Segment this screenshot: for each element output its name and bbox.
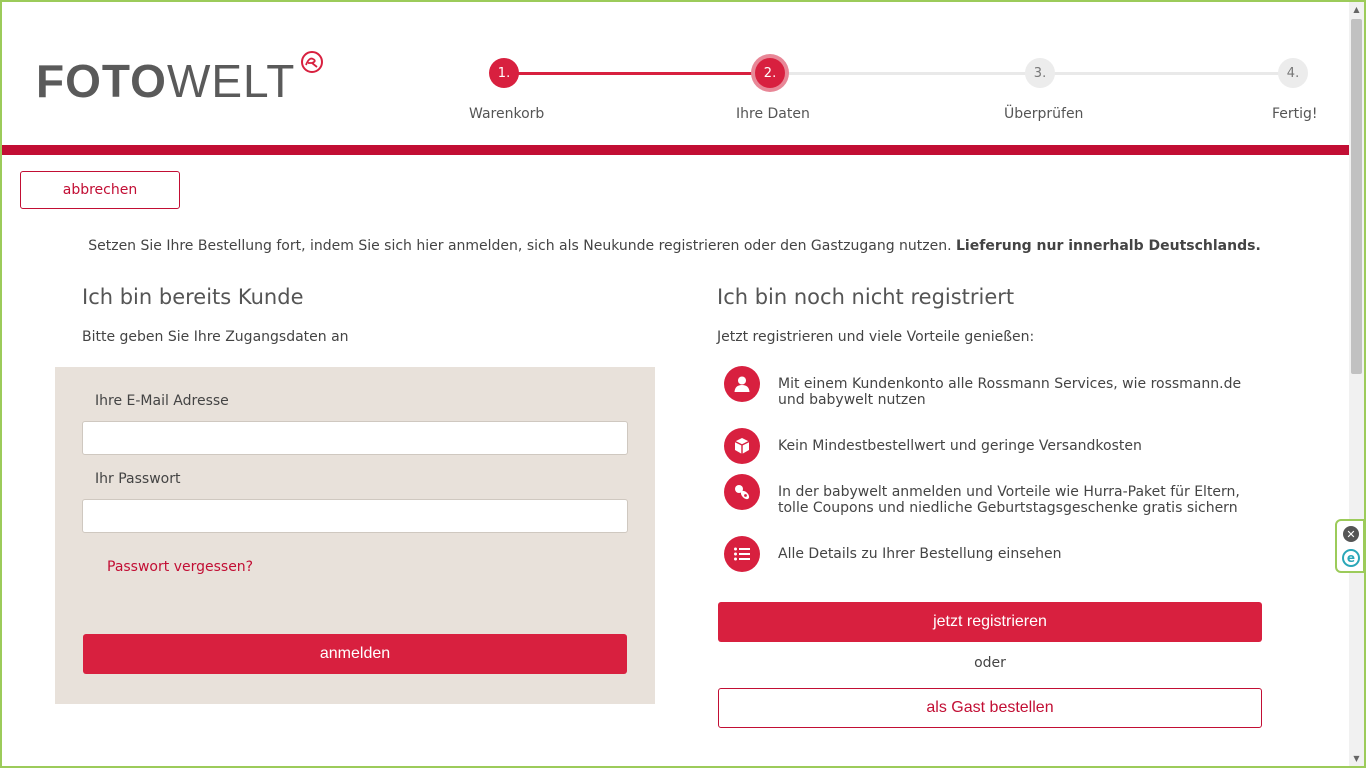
intro-plain: Setzen Sie Ihre Bestellung fort, indem Sie sich hier anmelden, sich als Neukunde registrieren oder den Gastzugang nutzen. — [88, 238, 952, 254]
stepper-line-done — [504, 72, 770, 75]
email-field[interactable] — [82, 421, 628, 455]
register-heading: Ich bin noch nicht registriert — [717, 285, 1015, 309]
intro-delivery-note: Lieferung nur innerhalb Deutschlands. — [956, 238, 1261, 254]
step-2-number: 2. — [763, 65, 777, 81]
login-subtitle: Bitte geben Sie Ihre Zugangsdaten an — [82, 329, 349, 345]
step-2-circle — [755, 58, 785, 88]
list-icon — [724, 536, 760, 572]
step-1-number: 1. — [497, 65, 511, 81]
step-1-label[interactable]: Warenkorb — [469, 106, 545, 122]
benefit-text-1: Mit einem Kundenkonto alle Rossmann Services, wie rossmann.de und babywelt nutzen — [778, 376, 1242, 408]
logo-bold-text: FOTO — [36, 55, 167, 107]
intro-text — [0, 238, 1349, 254]
header-divider — [2, 145, 1349, 155]
step-1-circle[interactable] — [489, 58, 519, 88]
or-separator: oder — [974, 655, 1006, 671]
step-4-circle — [1278, 58, 1308, 88]
step-2-label: Ihre Daten — [736, 106, 810, 122]
benefit-text-3: In der babywelt anmelden und Vorteile wie Hurra-Paket für Eltern, tolle Coupons und niedliche Geburtstagsgeschenke gratis sichern — [778, 484, 1240, 516]
step-3-circle — [1025, 58, 1055, 88]
scrollbar-thumb[interactable] — [1351, 19, 1362, 374]
cancel-button[interactable]: abbrechen — [20, 171, 180, 209]
password-label: Ihr Passwort — [95, 471, 181, 487]
vertical-scrollbar[interactable] — [1349, 2, 1364, 766]
box-icon — [724, 428, 760, 464]
user-icon — [724, 366, 760, 402]
extension-e-icon[interactable]: e — [1342, 549, 1360, 567]
email-label: Ihre E-Mail Adresse — [95, 393, 229, 409]
step-4-label: Fertig! — [1272, 106, 1318, 122]
step-4-number: 4. — [1286, 65, 1300, 81]
login-button[interactable]: anmelden — [83, 634, 627, 674]
step-3-label: Überprüfen — [1004, 106, 1084, 122]
scroll-down-arrow-icon[interactable]: ▼ — [1353, 754, 1360, 763]
close-icon[interactable]: ✕ — [1343, 526, 1359, 542]
pacifier-icon — [724, 474, 760, 510]
scroll-up-arrow-icon[interactable]: ▲ — [1353, 5, 1360, 14]
register-subtitle: Jetzt registrieren und viele Vorteile genießen: — [717, 329, 1035, 345]
guest-order-button[interactable]: als Gast bestellen — [718, 688, 1262, 728]
login-heading: Ich bin bereits Kunde — [82, 285, 304, 309]
logo-light-text: WELT — [166, 55, 296, 107]
side-widget — [1335, 519, 1365, 573]
benefit-text-4: Alle Details zu Ihrer Bestellung einsehen — [778, 546, 1062, 562]
step-3-number: 3. — [1033, 65, 1047, 81]
password-field[interactable] — [82, 499, 628, 533]
register-button[interactable]: jetzt registrieren — [718, 602, 1262, 642]
rossmann-logo-icon — [301, 51, 323, 73]
benefit-text-2: Kein Mindestbestellwert und geringe Versandkosten — [778, 438, 1142, 454]
forgot-password-link[interactable]: Passwort vergessen? — [107, 559, 254, 575]
fotowelt-logo[interactable] — [36, 54, 295, 108]
